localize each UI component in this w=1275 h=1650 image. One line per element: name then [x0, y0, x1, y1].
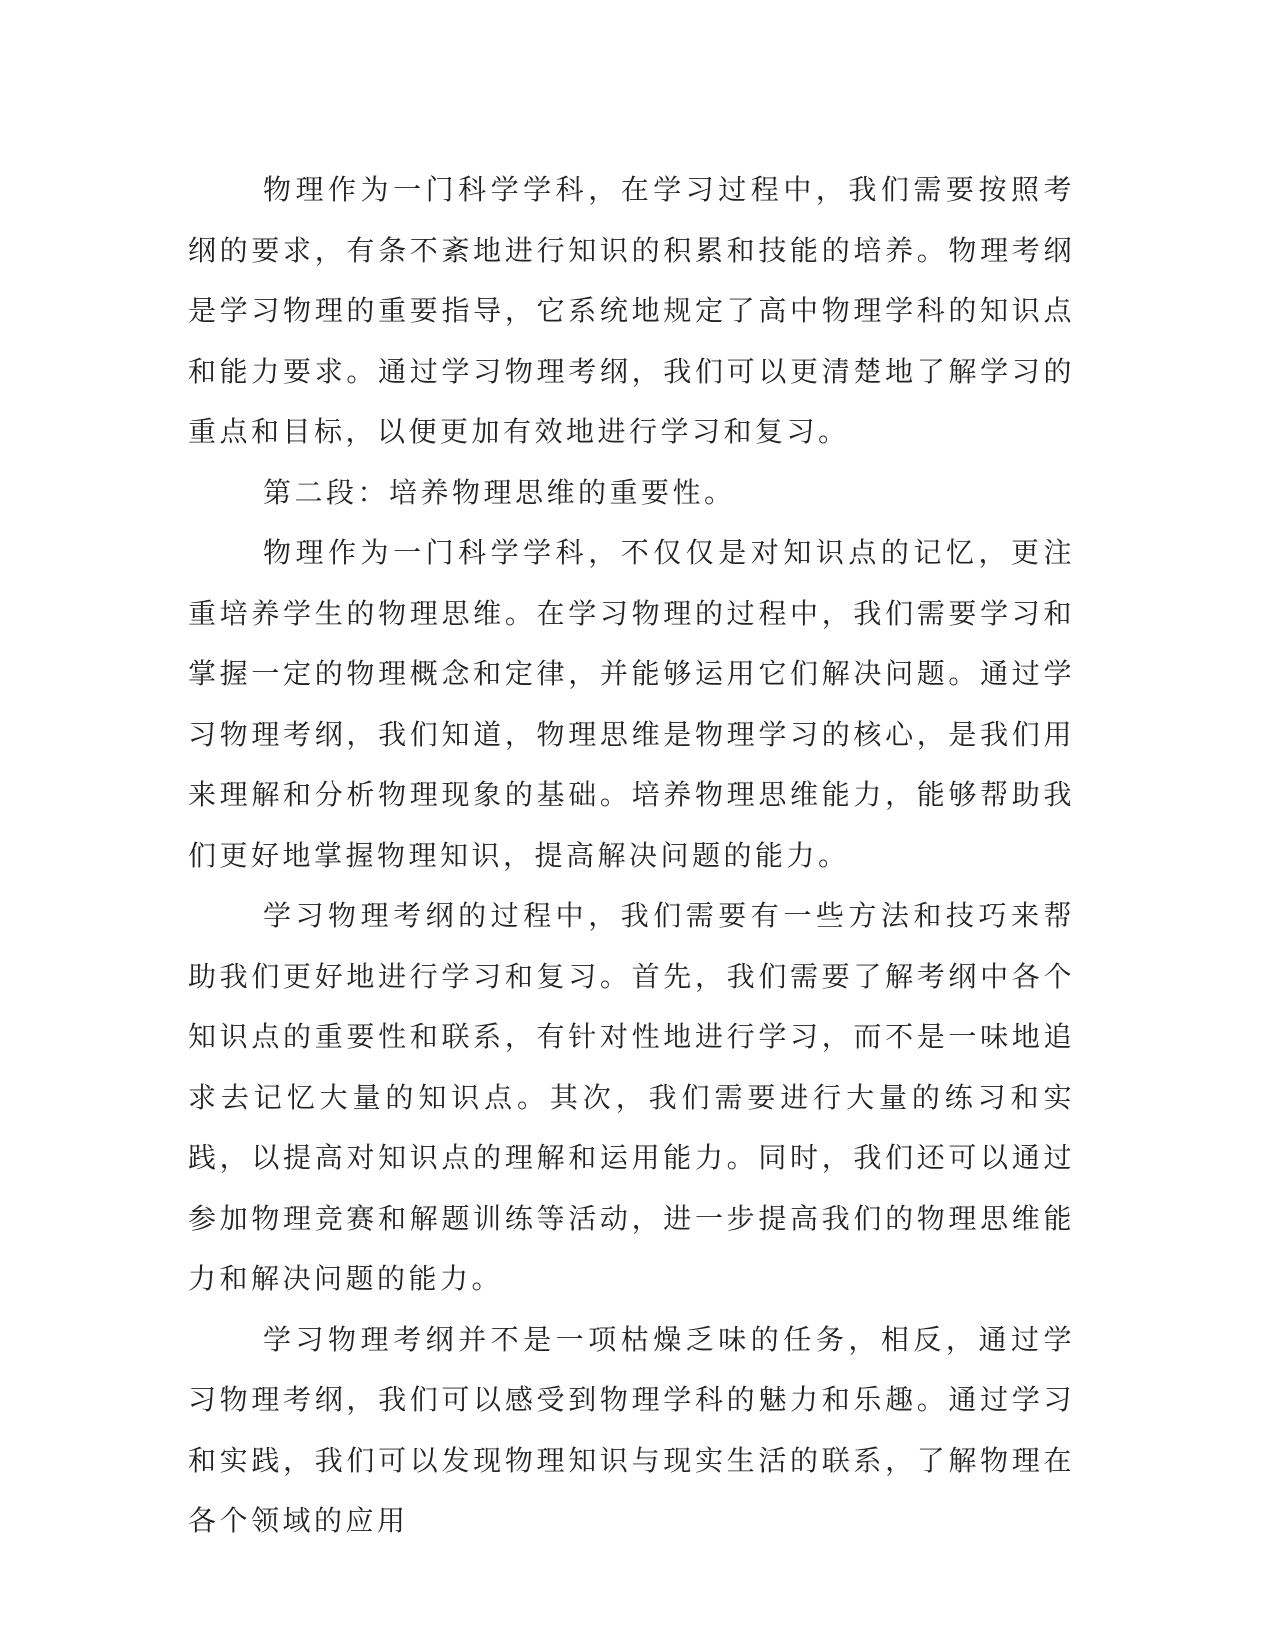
document-body: [188, 160, 1075, 1552]
paragraph-intro: 物理作为一门科学学科，在学习过程中，我们需要按照考纲的要求，有条不紊地进行知识的积累和技能的培养。物理考纲是学习物理的重要指导，它系统地规定了高中物理学科的知识点和能力要求。通过学习物理考纲，我们可以更清楚地了解学习的重点和目标，以便更加有效地进行学习和复习。: [188, 173, 1075, 448]
paragraph-enjoyment: 学习物理考纲并不是一项枯燥乏味的任务，相反，通过学习物理考纲，我们可以感受到物理学科的魅力和乐趣。通过学习和实践，我们可以发现物理知识与现实生活的联系，了解物理在各个领域的应用: [188, 1322, 1075, 1537]
section-heading: 第二段：培养物理思维的重要性。: [263, 475, 736, 509]
paragraph-physics-thinking: 物理作为一门科学学科，不仅仅是对知识点的记忆，更注重培养学生的物理思维。在学习物理的过程中，我们需要学习和掌握一定的物理概念和定律，并能够运用它们解决问题。通过学习物理考纲，我们知道，物理思维是物理学习的核心，是我们用来理解和分析物理现象的基础。培养物理思维能力，能够帮助我们更好地掌握物理知识，提高解决问题的能力。: [188, 536, 1075, 872]
paragraph-methods: 学习物理考纲的过程中，我们需要有一些方法和技巧来帮助我们更好地进行学习和复习。首先，我们需要了解考纲中各个知识点的重要性和联系，有针对性地进行学习，而不是一味地追求去记忆大量的知识点。其次，我们需要进行大量的练习和实践，以提高对知识点的理解和运用能力。同时，我们还可以通过参加物理竞赛和解题训练等活动，进一步提高我们的物理思维能力和解决问题的能力。: [188, 899, 1075, 1295]
